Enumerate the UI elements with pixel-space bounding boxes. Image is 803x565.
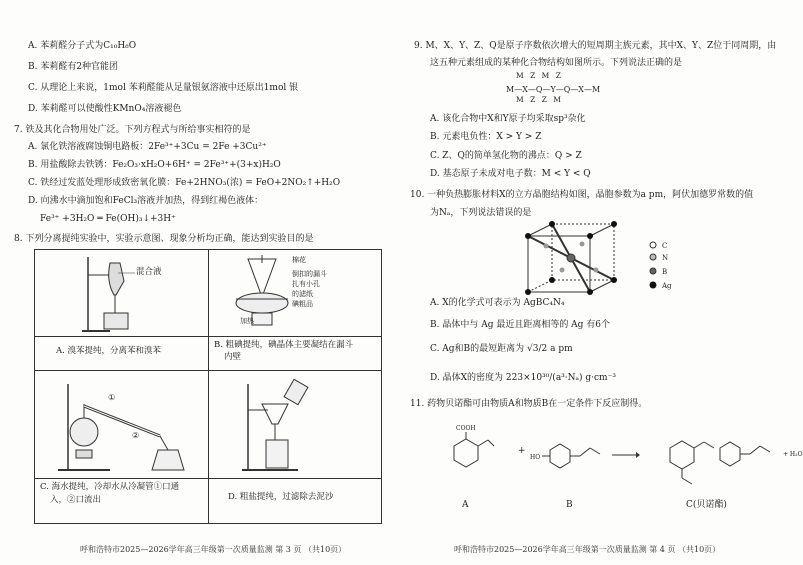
legend-n: N bbox=[662, 254, 669, 262]
q10-option-b: B. 晶体中与 Ag 最近且距离相等的 Ag 有6个 bbox=[430, 320, 611, 330]
q8-caption-a: A. 溴苯提纯，分离苯和溴苯 bbox=[56, 346, 162, 356]
left-page bbox=[0, 0, 400, 565]
q7-option-b: B. 用盐酸除去铁锈：Fe₂O₃·xH₂O+6H⁺ = 2Fe³⁺+(3+x)H₂O bbox=[28, 160, 281, 170]
label-a: A bbox=[462, 500, 469, 510]
q9-option-d: D. 基态原子未成对电子数：M < Y < Q bbox=[430, 169, 591, 179]
compound-c-structure bbox=[640, 424, 780, 488]
q7-stem: 7. 铁及其化合物用处广泛。下列方程式与所给事实相符的是 bbox=[14, 125, 251, 135]
legend-ag: Ag bbox=[662, 282, 672, 290]
distillation-diagram bbox=[50, 374, 200, 474]
ho-group-label: HO bbox=[530, 454, 541, 461]
plus-sign: + bbox=[518, 446, 526, 456]
label-b: B bbox=[566, 500, 573, 510]
pierced-label: 扎有小孔 bbox=[292, 280, 320, 288]
q8-caption-c-2: 入，②口流出 bbox=[50, 495, 102, 505]
q9-stem-2: 这五种元素组成的某种化合物结构如图所示。下列说法正确的是 bbox=[430, 58, 683, 68]
right-page bbox=[400, 0, 803, 565]
q11-stem: 11. 药物贝诺酯可由物质A和物质B在一定条件下反应制得。 bbox=[410, 399, 648, 409]
crystal-cell-diagram bbox=[522, 222, 632, 294]
compound-a-structure bbox=[436, 428, 496, 484]
outlet-2-label: ② bbox=[132, 431, 140, 440]
filter-paper-label: 的滤纸 bbox=[292, 290, 313, 298]
q9-stem-1: 9. M、X、Y、Z、Q是原子序数依次增大的短周期主族元素，其中X、Y、Z位于同周期，由 bbox=[414, 41, 777, 51]
compound-b-structure bbox=[534, 436, 606, 476]
q8-caption-b-2: 内壁 bbox=[224, 352, 242, 362]
reaction-arrow bbox=[610, 450, 640, 460]
q8-stem: 8. 下列分离提纯实验中，实验示意图、现象分析均正确，能达到实验目的是 bbox=[14, 234, 314, 244]
q7-equation: Fe³⁺ +3H₂O ═ Fe(OH)₃↓+3H⁺ bbox=[40, 214, 176, 224]
filtration-diagram bbox=[238, 374, 328, 474]
table-divider-1 bbox=[34, 336, 381, 337]
separatory-funnel-diagram bbox=[80, 253, 160, 335]
q7-option-c: C. 铁经过发蓝处理形成致密氧化膜：Fe+2HNO₃(浓) = FeO+2NO₂↑+H₂O bbox=[28, 178, 341, 188]
legend-c: C bbox=[662, 242, 668, 250]
water-product: + H₂O bbox=[783, 451, 803, 458]
mixture-label: 混合液 bbox=[136, 267, 162, 277]
table-divider-2 bbox=[34, 370, 381, 371]
label-c: C(贝诺酯) bbox=[686, 500, 727, 510]
q7-option-a: A. 氯化铁溶液腐蚀铜电路板：2Fe³⁺+3Cu = 2Fe +3Cu²⁺ bbox=[28, 142, 267, 152]
table-divider-3 bbox=[34, 478, 381, 479]
q6-option-d: D. 苯莉醛可以使酸性KMnO₄溶液褪色 bbox=[28, 104, 182, 114]
q8-caption-d: D. 粗盐提纯，过滤除去泥沙 bbox=[228, 492, 334, 502]
q8-caption-b-1: B. 粗碘提纯，碘晶体主要凝结在漏斗 bbox=[214, 340, 354, 350]
crude-iodine-label: 碘粗品 bbox=[292, 300, 313, 308]
inverted-funnel-label: 倒扣的漏斗 bbox=[292, 270, 327, 278]
cooh-group-label: COOH bbox=[456, 425, 476, 432]
q9-option-a: A. 该化合物中X和Y原子均采取sp³杂化 bbox=[430, 114, 586, 124]
inlet-1-label: ① bbox=[108, 393, 116, 402]
q9-option-b: B. 元素电负性：X > Y > Z bbox=[430, 132, 542, 142]
q9-option-c: C. Z、Q的简单氢化物的沸点：Q > Z bbox=[430, 151, 582, 161]
q7-option-d: D. 向沸水中滴加饱和FeCl₃溶液并加热，得到红褐色液体： bbox=[28, 196, 264, 206]
q6-option-b: B. 苯莉醛有2种官能团 bbox=[28, 62, 119, 72]
sublimation-diagram bbox=[222, 253, 302, 335]
q6-option-a: A. 苯莉醛分子式为C₁₀H₈O bbox=[28, 41, 137, 51]
legend-b: B bbox=[662, 268, 668, 276]
q10-option-d: D. 晶体X的密度为 223×10³⁰/(a³·Nₐ) g·cm⁻³ bbox=[430, 373, 616, 383]
q9-structure-bottom: M Z Z M bbox=[516, 95, 563, 104]
q10-option-c: C. Ag和B的最短距离为 √3/2 a pm bbox=[430, 344, 573, 354]
right-footer: 呼和浩特市2025—2026学年高三年级第一次质量监测 第 4 页 （共10页） bbox=[454, 545, 721, 554]
heating-label: 加热 bbox=[240, 317, 254, 325]
q8-caption-c-1: C. 海水提纯，冷却水从冷凝管①口通 bbox=[40, 482, 180, 492]
q6-option-c: C. 从理论上来说，1mol 苯莉醛能从足量银氨溶液中还原出1mol 银 bbox=[28, 83, 299, 93]
q9-structure-middle: M—X—Q—Y—Q—X—M bbox=[506, 85, 601, 94]
q10-option-a: A. X的化学式可表示为 AgBC₄N₄ bbox=[430, 298, 565, 308]
table-divider-v bbox=[208, 249, 209, 524]
legend-markers bbox=[648, 240, 658, 292]
q10-stem-2: 为Nₐ，下列说法错误的是 bbox=[430, 208, 532, 218]
q10-stem-1: 10. 一种负热膨胀材料X的立方晶胞结构如图，晶胞参数为a pm，阿伏加德罗常数的值 bbox=[410, 190, 754, 200]
q9-structure-top: M Z M Z bbox=[516, 71, 563, 80]
left-footer: 呼和浩特市2025—2026学年高三年级第一次质量监测 第 3 页 （共10页） bbox=[80, 545, 347, 554]
cotton-label: 棉花 bbox=[292, 256, 306, 264]
